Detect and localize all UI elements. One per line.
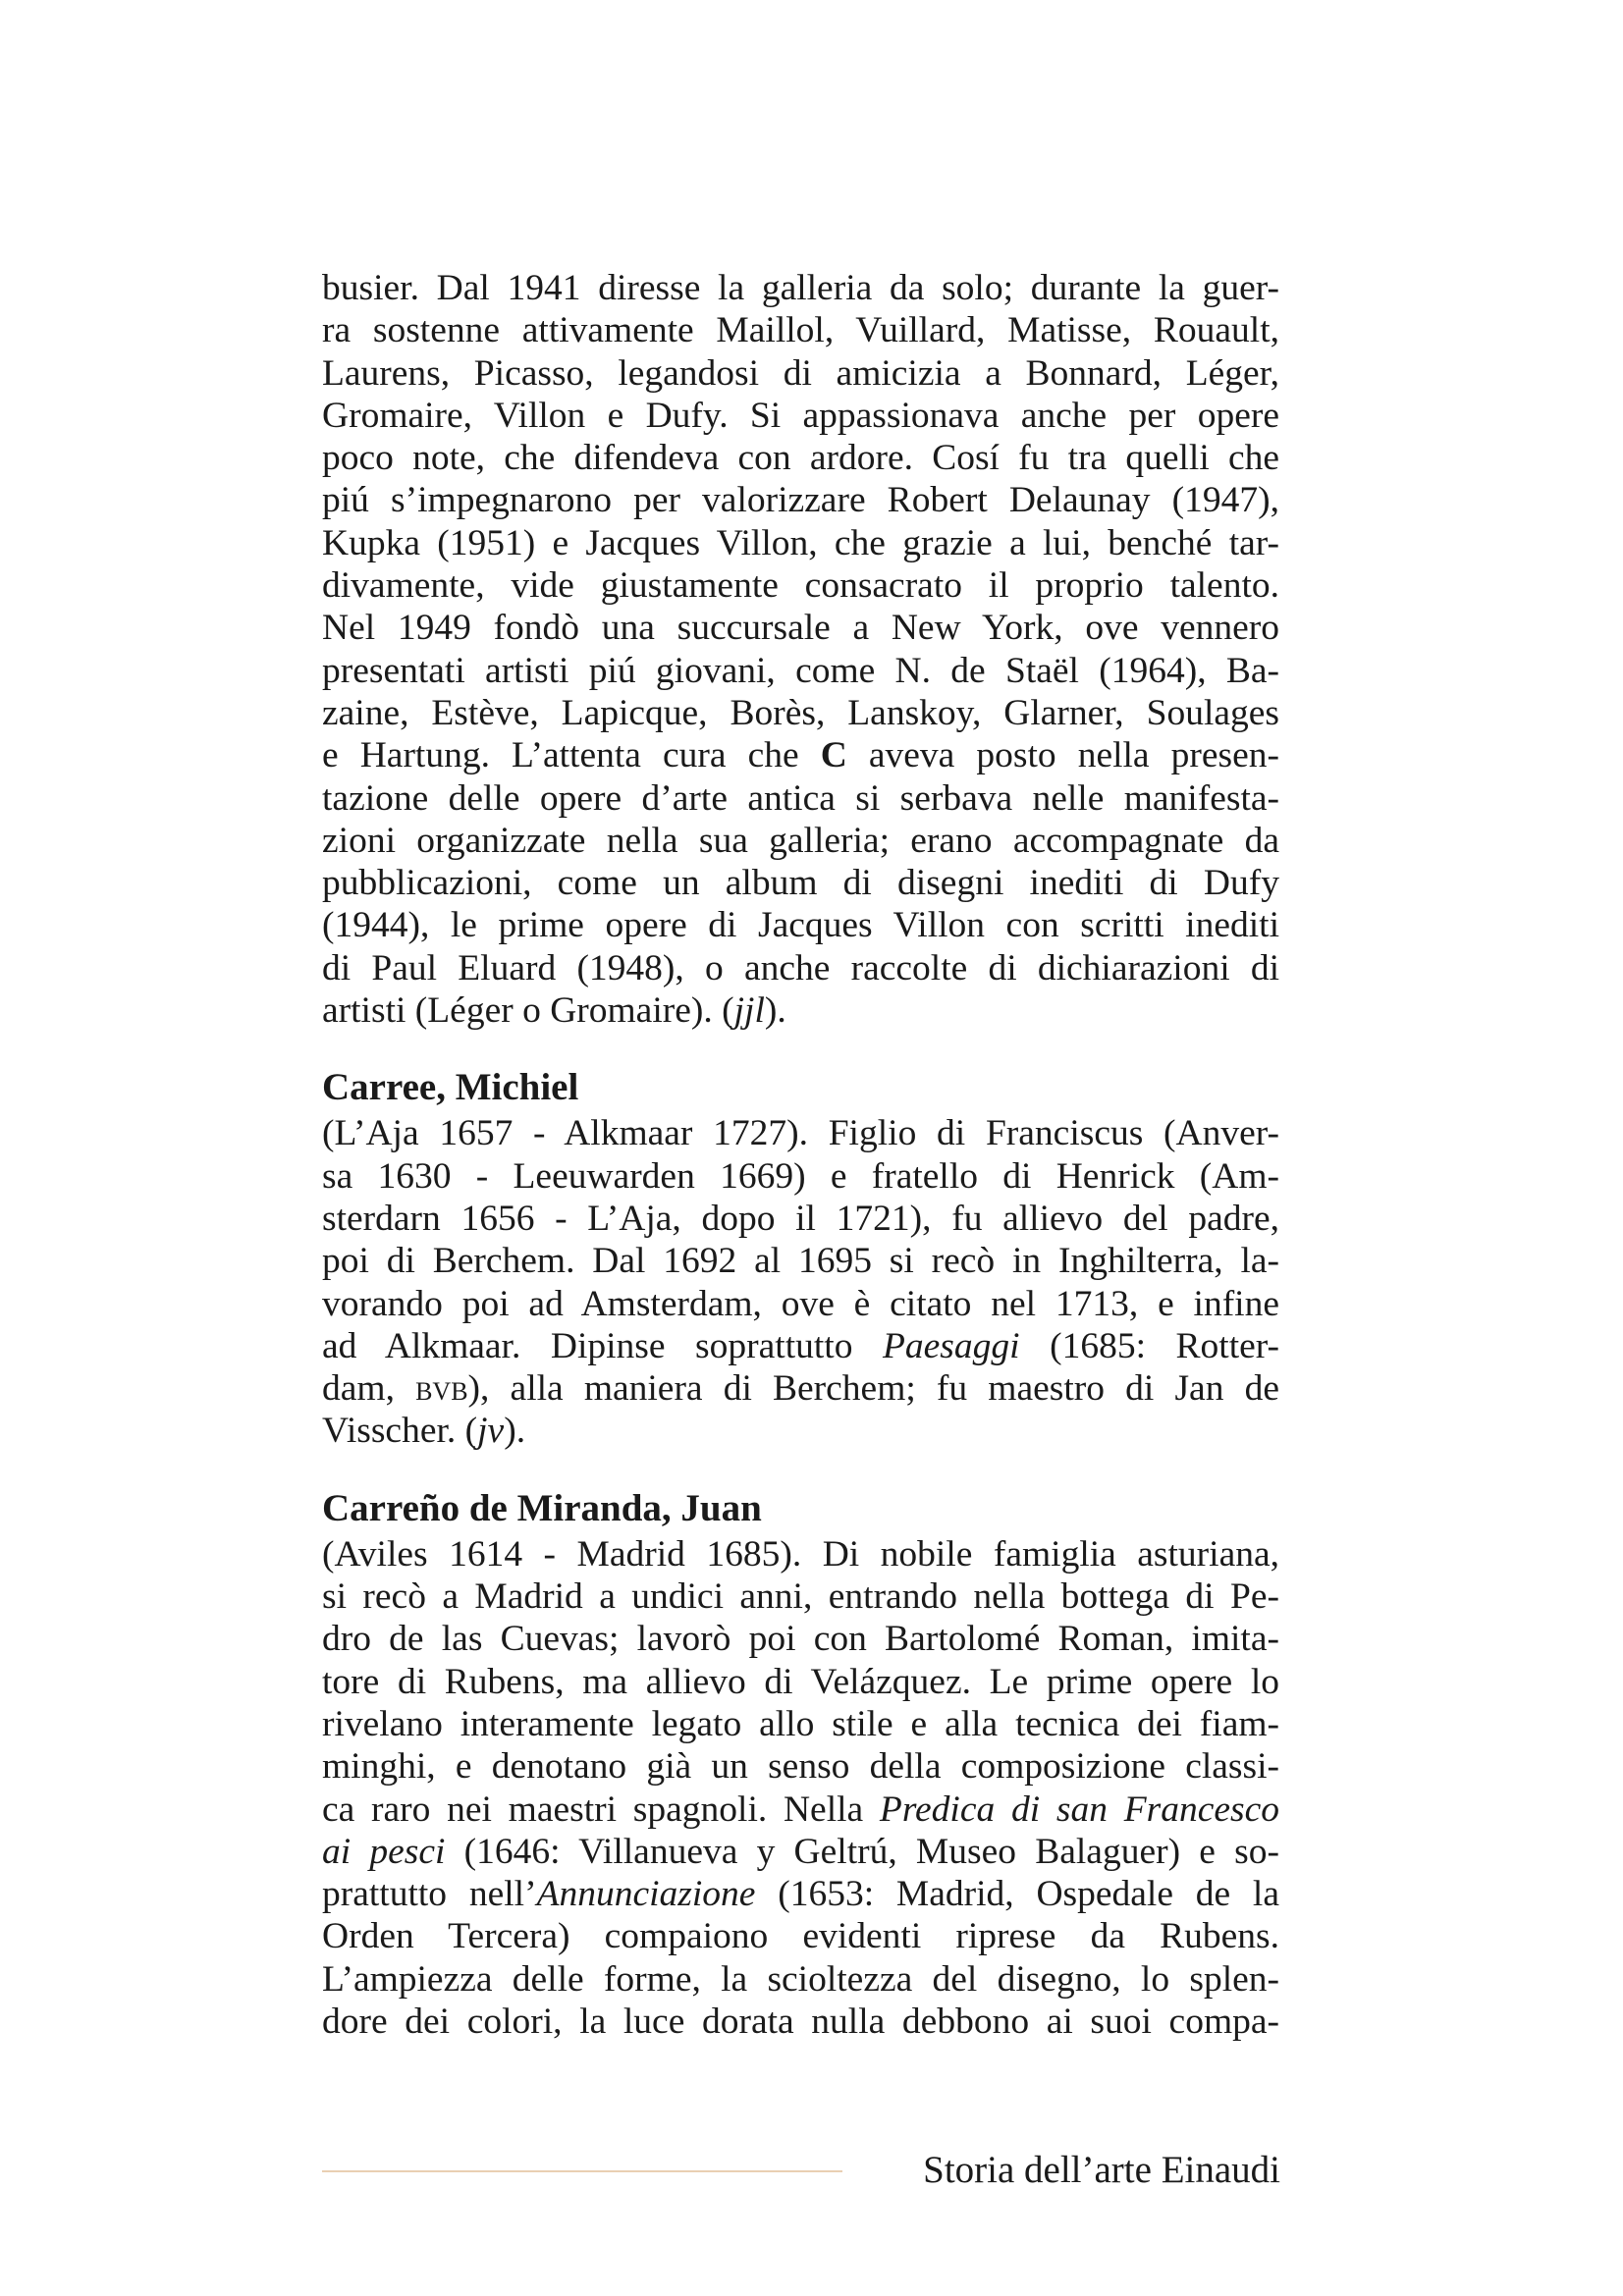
text-line: dro de las Cuevas; lavorò poi con Bartolomé Roman, imita-: [322, 1619, 1279, 1660]
text-line: rivelano interamente legato allo stile e alla tecnica dei fiam-: [322, 1703, 1279, 1744]
text-segment: dam,: [322, 1368, 416, 1410]
text-line: [322, 1789, 1279, 1831]
text-segment: (1646: Villanueva y Geltrú, Museo Balaguer) e so-: [445, 1831, 1279, 1872]
text-line: dore dei colori, la luce dorata nulla debbono ai suoi compa-: [322, 2001, 1279, 2042]
text-line: [322, 1325, 1279, 1367]
text-line: [322, 1831, 1279, 1873]
text-line: Gromaire, Villon e Dufy. Si appassionava anche per opere: [322, 395, 1279, 436]
artwork-title: ai pesci: [322, 1831, 446, 1872]
text-segment: Visscher. (: [322, 1411, 478, 1452]
text-line: piú s’impegnarono per valorizzare Robert Delaunay (1947),: [322, 480, 1279, 521]
text-line: vorando poi ad Amsterdam, ove è citato nel 1713, e infine: [322, 1283, 1279, 1324]
main-text-column: [322, 267, 1279, 2043]
text-line: (1944), le prime opere di Jacques Villon con scritti inediti: [322, 905, 1279, 946]
author-initials: jv: [477, 1411, 505, 1452]
text-segment: ).: [504, 1411, 526, 1452]
author-initials: jjl: [733, 990, 765, 1032]
text-line: pubblicazioni, come un album di disegni inediti di Dufy: [322, 863, 1279, 904]
text-line: presentati artisti piú giovani, come N. de Staël (1964), Ba-: [322, 650, 1279, 691]
text-segment: prattutto nell’: [322, 1874, 537, 1915]
text-line: (L’Aja 1657 - Alkmaar 1727). Figlio di Franciscus (Anver-: [322, 1113, 1279, 1154]
text-line: Orden Tercera) compaiono evidenti riprese da Rubens.: [322, 1916, 1279, 1957]
text-segment: ).: [764, 990, 786, 1032]
text-line: Kupka (1951) e Jacques Villon, che grazie a lui, benché tar-: [322, 522, 1279, 563]
text-line: sa 1630 - Leeuwarden 1669) e fratello di Henrick (Am-: [322, 1155, 1279, 1197]
text-segment: ), alla maniera di Berchem; fu maestro di Jan de: [467, 1368, 1279, 1410]
entry-carree-michiel: [322, 1065, 1279, 1452]
text-line: poco note, che difendeva con ardore. Cosí fu tra quelli che: [322, 438, 1279, 479]
footer-series-title: Storia dell’arte Einaudi: [923, 2149, 1280, 2191]
text-line: [322, 1873, 1279, 1915]
text-segment: aveva posto nella presen-: [846, 735, 1279, 776]
text-line: busier. Dal 1941 diresse la galleria da solo; durante la guer-: [322, 268, 1279, 308]
text-line: [322, 1410, 1279, 1452]
text-line: L’ampiezza delle forme, la scioltezza del disegno, lo splen-: [322, 1958, 1279, 2000]
museum-abbreviation: bvb: [415, 1368, 468, 1410]
text-line: tore di Rubens, ma allievo di Velázquez. Le prime opere lo: [322, 1661, 1279, 1702]
text-line: tazione delle opere d’arte antica si serbava nelle manifesta-: [322, 777, 1279, 819]
text-line: minghi, e denotano già un senso della composizione classi-: [322, 1746, 1279, 1788]
text-line: zaine, Estève, Lapicque, Borès, Lanskoy, Glarner, Soulages: [322, 692, 1279, 733]
text-line: divamente, vide giustamente consacrato il proprio talento.: [322, 565, 1279, 607]
text-segment: artisti (Léger o Gromaire). (: [322, 990, 734, 1032]
artwork-title: Annunciazione: [536, 1874, 756, 1915]
text-line: ra sostenne attivamente Maillol, Vuillard, Matisse, Rouault,: [322, 310, 1279, 351]
text-line: di Paul Eluard (1948), o anche raccolte di dichiarazioni di: [322, 947, 1279, 988]
text-line: [322, 734, 1279, 776]
text-segment: (1653: Madrid, Ospedale de la: [755, 1874, 1279, 1915]
entry-continuation: [322, 267, 1279, 1032]
text-line: [322, 989, 1279, 1032]
text-segment: e Hartung. L’attenta cura che: [322, 735, 821, 776]
text-line: Nel 1949 fondò una succursale a New York, ove vennero: [322, 608, 1279, 649]
artwork-title: Predica di san Francesco: [879, 1789, 1279, 1830]
text-segment: ca raro nei maestri spagnoli. Nella: [322, 1789, 880, 1830]
text-line: [322, 1367, 1279, 1410]
text-line: poi di Berchem. Dal 1692 al 1695 si recò in Inghilterra, la-: [322, 1241, 1279, 1282]
text-segment: (1685: Rotter-: [1019, 1325, 1279, 1366]
text-line: si recò a Madrid a undici anni, entrando nella bottega di Pe-: [322, 1576, 1279, 1618]
entry-heading: Carreño de Miranda, Juan: [322, 1486, 762, 1529]
entry-initial: C: [820, 735, 847, 776]
artwork-title: Paesaggi: [882, 1325, 1020, 1366]
text-line: (Aviles 1614 - Madrid 1685). Di nobile famiglia asturiana,: [322, 1533, 1279, 1575]
footer-rule: [322, 2170, 842, 2172]
text-segment: ad Alkmaar. Dipinse soprattutto: [322, 1325, 883, 1366]
text-line: zioni organizzate nella sua galleria; erano accompagnate da: [322, 820, 1279, 861]
text-line: sterdarn 1656 - L’Aja, dopo il 1721), fu allievo del padre,: [322, 1198, 1279, 1239]
entry-heading: Carree, Michiel: [322, 1066, 579, 1109]
text-line: Laurens, Picasso, legandosi di amicizia a Bonnard, Léger,: [322, 352, 1279, 394]
entry-carreno-de-miranda-juan: [322, 1486, 1279, 2044]
